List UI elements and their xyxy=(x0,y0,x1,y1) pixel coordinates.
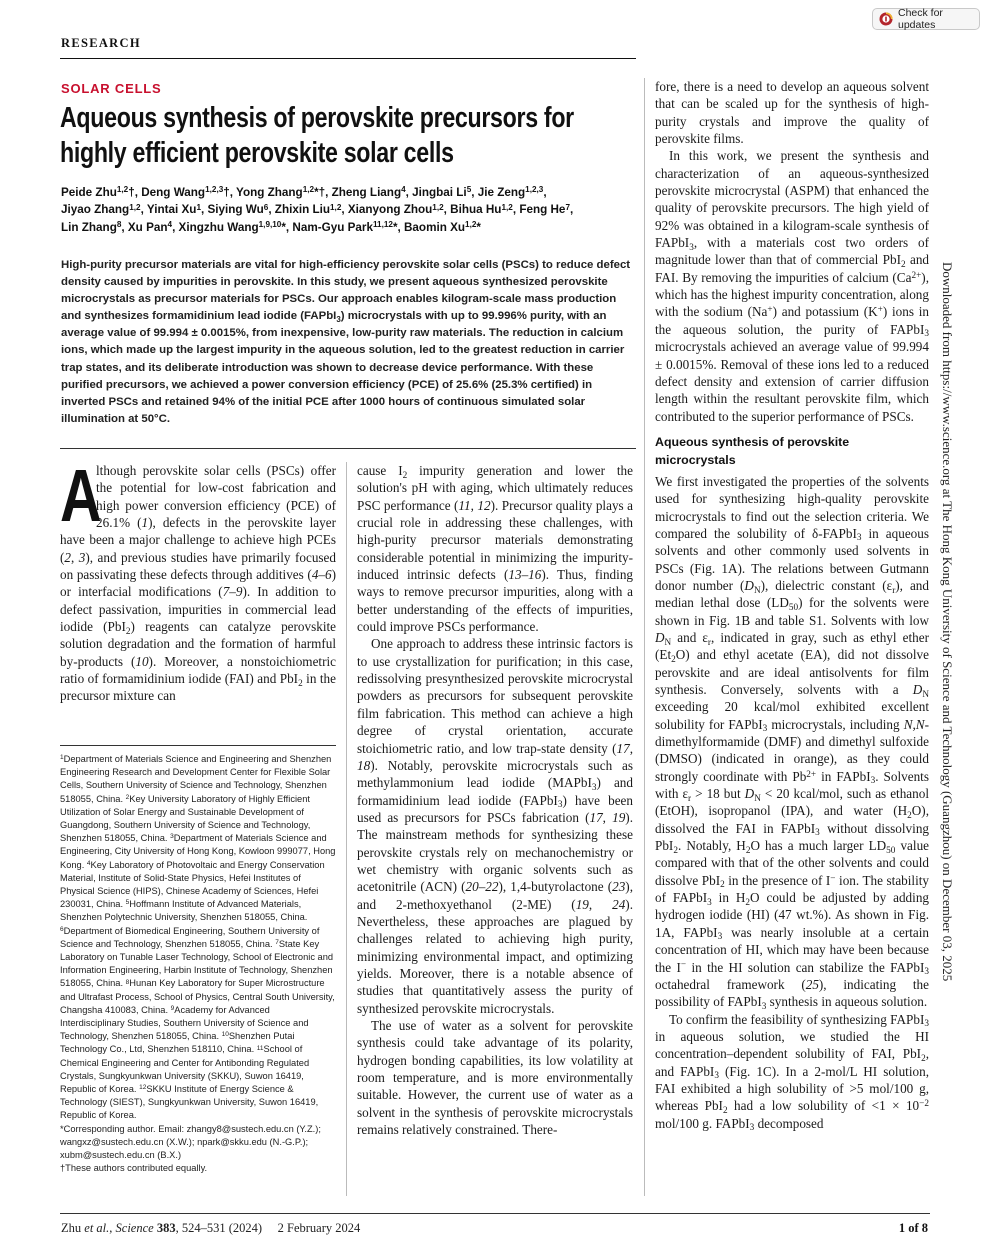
section-label: RESEARCH xyxy=(61,36,141,50)
paragraph: †These authors contributed equally. xyxy=(60,1163,208,1174)
check-for-updates-label: Check for updates xyxy=(898,7,943,31)
footer-rule xyxy=(60,1213,930,1214)
section-subheading: Aqueous synthesis of perovskite microcrystals xyxy=(655,434,850,467)
body-column-3 xyxy=(655,78,929,1196)
drop-cap: A xyxy=(60,462,102,537)
check-for-updates-button[interactable] xyxy=(872,8,980,30)
paragraph: In this work, we present the synthesis and characterization of an aqueous-synthesized perovskite microcrystal (ASPM) that enhanced the quality of perovskite precursors. The high yield of 92% was obtained in a kilogram-scale synthesis of FAPbI$_3$, with a materials cost two orders of magnitude lower than that of commercial PbI$_2$ and FAI. By removing the impurities of calcium $(Ca^{2+})$, which has the highest impurity concentration, along with the sodium (Na+) and potassium (K+) ions in the aqueous solution, the purity of FAPbI$_3$ microcrystals achieved an average value of 99.994 ± 0.0015%. Removal of these ions led to a reduced defect density and extension of carrier diffusion length within the resultant perovskite film, which contributed to the superior performance of PSCs. xyxy=(655,148,929,424)
check-for-updates-icon xyxy=(879,12,893,26)
column-3-text-top xyxy=(655,78,929,425)
paragraph: lthough perovskite solar cells (PSCs) offer the potential for low-cost fabrication and high power conversion efficiency (PCE) of 26.1% (1), defects in the perovskite layer have been a major challenge to achieve high PCEs (2, 3), and previous studies have primarily focused on passivating these defects through additives (4–6) or interfacial modifications (7–9). In addition to defect passivation, impurities in commercial lead iodide (PbI$_2$) reagents can catalyze perovskite solution degradation and the formation of harmful by-products (10). Moreover, a nonstoichiometric ratio of formamidinium iodide (FAI) and PbI$_2$ in the precursor mixture can xyxy=(60,463,336,704)
footnote-rule xyxy=(60,745,336,746)
column-1-text xyxy=(60,462,336,705)
paragraph: *Corresponding author. Email: zhangy8@sustech.edu.cn (Y.Z.); wangxz@sustech.edu.cn (X.W.); npark@skku.edu (N.-G.P.); xubm@sustech.edu.cn (B.X.) xyxy=(60,1123,321,1161)
download-watermark: Downloaded from https://www.science.org at The Hong Kong University of Science and Technology (Guangzhou) on December 03, 2025 xyxy=(940,262,955,982)
body-column-2 xyxy=(357,462,633,1196)
paragraph: The use of water as a solvent for perovskite synthesis could take advantage of its polarity, hydrogen bonding capabilities, its low volatility at room temperature, and is more environmentally suitable. However, the current use of water as a solvent in the synthesis of perovskite microcrystals remains relatively constrained. There- xyxy=(357,1018,633,1138)
author-list: Peide Zhu$^{1,2}$†, Deng Wang$^{1,2,3}$†, Yong Zhang$^{1,2}$*†, Zheng Liang$^4$, Jingbai Li$^5$, Jie Zeng$^{1,2,3}$, Jiyao Zhang$^{1,2}$, Yintai Xu$^1$, Siying Wu$^6$, Zhixin Liu$^{1,2}$, Xianyong Zhou$^{1,2}$, Bihua Hu$^{1,2}$, Feng He$^7$, Lin Zhang$^8$, Xu Pan$^4$, Xingzhu Wang$^{1,9,10}$*, Nam-Gyu Park$^{11,12}$*, Baomin Xu$^{1,2}$* xyxy=(61,185,574,234)
column-3-text-bottom xyxy=(655,473,929,1132)
abstract-rule xyxy=(60,448,636,449)
title-line: Aqueous synthesis of perovskite precursors for xyxy=(60,102,574,134)
column-divider xyxy=(346,462,347,1196)
article-kicker: SOLAR CELLS xyxy=(61,81,162,96)
abstract: High-purity precursor materials are vital for high-efficiency perovskite solar cells (PSCs) to reduce defect density caused by impurities in perovskite. In this study, we present aqueous synthesized perovskite microcrystals as precursor materials for PSCs. Our approach enables kilogram-scale mass production and synthesizes formamidinium lead iodide (FAPbI$_3$) microcrystals with up to 99.996% purity, with an average value of 99.994 ± 0.0015%, from inexpensive, low-purity raw materials. The reduction in calcium ions, which made up the largest impurity in the aqueous solution, led to the greatest reduction in carrier trap states, and its deliberate introduction was shown to decrease device performance. With these purified precursors, we achieved a power conversion efficiency (PCE) of 25.6% (25.3% certified) in inverted PSCs and retained 94% of the initial PCE after 1000 hours of continuous simulated solar illumination at 50°C. xyxy=(61,259,631,425)
paragraph: To confirm the feasibility of synthesizing FAPbI$_3$ in aqueous solution, we studied the HI concentration–dependent solubility of FAI, PbI$_2$, and FAPbI$_3$ (Fig. 1C). In a 2-mol/L HI solution, FAI exhibited a high solubility of >5 mol/100 g, whereas PbI$_2$ had a low solubility of $<1 \times 10^{-2}$ mol/100 g. FAPbI$_3$ decomposed xyxy=(655,1011,929,1133)
paragraph: One approach to address these intrinsic factors is to use crystallization for purification; in this case, redissolving presynthesized perovskite microcrystal powders as precursors for subsequent perovskite film fabrication. This method can achieve a high degree of crystal orientation, accurate stoichiometric ratio, and low trap-state density (17, 18). Notably, perovskite microcrystals such as methylammonium lead iodide (MAPbI$_3$) and formamidinium lead iodide (FAPbI$_3$) have been used as precursors for PSCs fabrication (17, 19). The mainstream methods for synthesizing these perovskite crystals rely on mechanochemistry or wet chemistry with organic solvents such as acetonitrile (ACN) (20–22), 1,4-butyrolactone (23), and 2-methoxyethanol (2-ME) (19, 24). Nevertheless, these approaches are plagued by challenges related to achieving high purity, minimizing environmental impact, and optimizing yields. Moreover, there is a notable absence of studies that quantitatively assess the purity of synthesized perovskite microcrystals. xyxy=(357,636,633,1016)
title-line: highly efficient perovskite solar cells xyxy=(60,137,454,169)
paragraph: fore, there is a need to develop an aqueous solvent that can be scaled up for the synthesis of high-purity crystals and improve the quality of perovskite films. xyxy=(655,79,929,147)
paragraph: We first investigated the properties of the solvents used for synthesizing high-quality perovskite microcrystals to find out the selection criteria. We compared the solubility of δ-FAPbI$_3$ in aqueous solvents and other commonly used solvents in PSCs (Fig. 1A). The relations between Gutmann donor number $(D_N)$, dielectric constant $(\varepsilon_r)$, and median lethal dose $(LD_{50})$ for the solvents were shown in Fig. 1B and table S1. Solvents with low $D_N$ and $\varepsilon_r$, indicated in gray, such as ethyl ether $(Et_2O)$ and ethyl acetate (EA), did not dissolve perovskite and are ideal antisolvents for film synthesis. Conversely, solvents with a $D_N$ exceeding 20 kcal/mol exhibited excellent solubility for FAPbI$_3$ microcrystals, including N,N-dimethylformamide (DMF) and dimethyl sulfoxide (DMSO) (indicated in orange), as they could strongly coordinate with $Pb^{2+}$ in FAPbI$_3$. Solvents with $\varepsilon_r > 18$ but $D_N < 20$ kcal/mol, such as ethanol (EtOH), isopropanol (IPA), and water $(H_2O)$, dissolved the FAI in FAPbI$_3$ without dissolving PbI$_2$. Notably, $H_2O$ has a much larger $LD_{50}$ value compared with that of the other solvents and could dissolve PbI$_2$ in the presence of I− ion. The stability of FAPbI$_3$ in $H_2O$ could be adjusted by adding hydrogen iodide (HI) (47 wt.%). As shown in Fig. 1A, FAPbI$_3$ was nearly insoluble at a certain concentration of HI, which may have been because the I− in the HI solution can stabilize the FAPbI$_3$ octahedral framework (25), indicating the possibility of FAPbI$_3$ synthesis in aqueous solution. xyxy=(655,473,929,1011)
column-divider xyxy=(644,78,645,1196)
page-number: 1 of 8 xyxy=(898,1221,928,1235)
article-title xyxy=(60,101,620,171)
body-column-1 xyxy=(60,462,336,724)
paragraph: $^1$Department of Materials Science and Engineering and Shenzhen Engineering Research and Development Center for Flexible Solar Cells, Southern University of Science and Technology, Shenzhen 518055, China. $^2$Key University Laboratory of Highly Efficient Utilization of Solar Energy and Sustainable Development of Guangdong, Southern University of Science and Technology, Shenzhen 518055, China. $^3$Department of Materials Science and Engineering, City University of Hong Kong, Kowloon 999077, Hong Kong. $^4$Key Laboratory of Photovoltaic and Energy Conservation Material, Institute of Solid-State Physics, Hefei Institutes of Physical Science (HIPS), Chinese Academy of Sciences, Hefei 230031, China. $^5$Hoffmann Institute of Advanced Materials, Shenzhen Polytechnic University, Shenzhen 518055, China. $^6$Department of Biomedical Engineering, Southern University of Science and Technology, Shenzhen 518055, China. $^7$State Key Laboratory on Tunable Laser Technology, School of Electronic and Information Engineering, Harbin Institute of Technology, Shenzhen 518055, China. $^8$Hunan Key Laboratory for Super Microstructure and Ultrafast Process, School of Physics, Central South University, Changsha 410083, China. $^9$Academy for Advanced Interdisciplinary Studies, Southern University of Science and Technology, Shenzhen 518055, China. $^{10}$Shenzhen Putai Technology Co., Ltd, Shenzhen 518110, China. $^{11}$School of Chemical Engineering and Center for Antibonding Regulated Crystals, Sungkyunkwan University (SKKU), Suwon 16419, Republic of Korea. $^{12}$SKKU Institute of Energy Science & Technology (SIEST), Sungkyunkwan University, Suwon 16419, Republic of Korea. xyxy=(60,754,336,1121)
footer-citation: Zhu et al., Science 383, 524–531 (2024) 2 February 2024 xyxy=(61,1221,361,1235)
affiliations-footnotes xyxy=(60,753,336,1193)
paragraph: cause $I_2$ impurity generation and lower the solution's pH with aging, which ultimately reduces PSC performance (11, 12). Precursor quality plays a crucial role in addressing these challenges, with high-purity precursor materials demonstrating considerable potential in minimizing the impurity-induced intrinsic defects (13–16). Thus, finding ways to remove precursor impurities, along with a better understanding of the effects of impurities, could improve PSCs performance. xyxy=(357,463,633,635)
header-rule xyxy=(60,58,636,59)
